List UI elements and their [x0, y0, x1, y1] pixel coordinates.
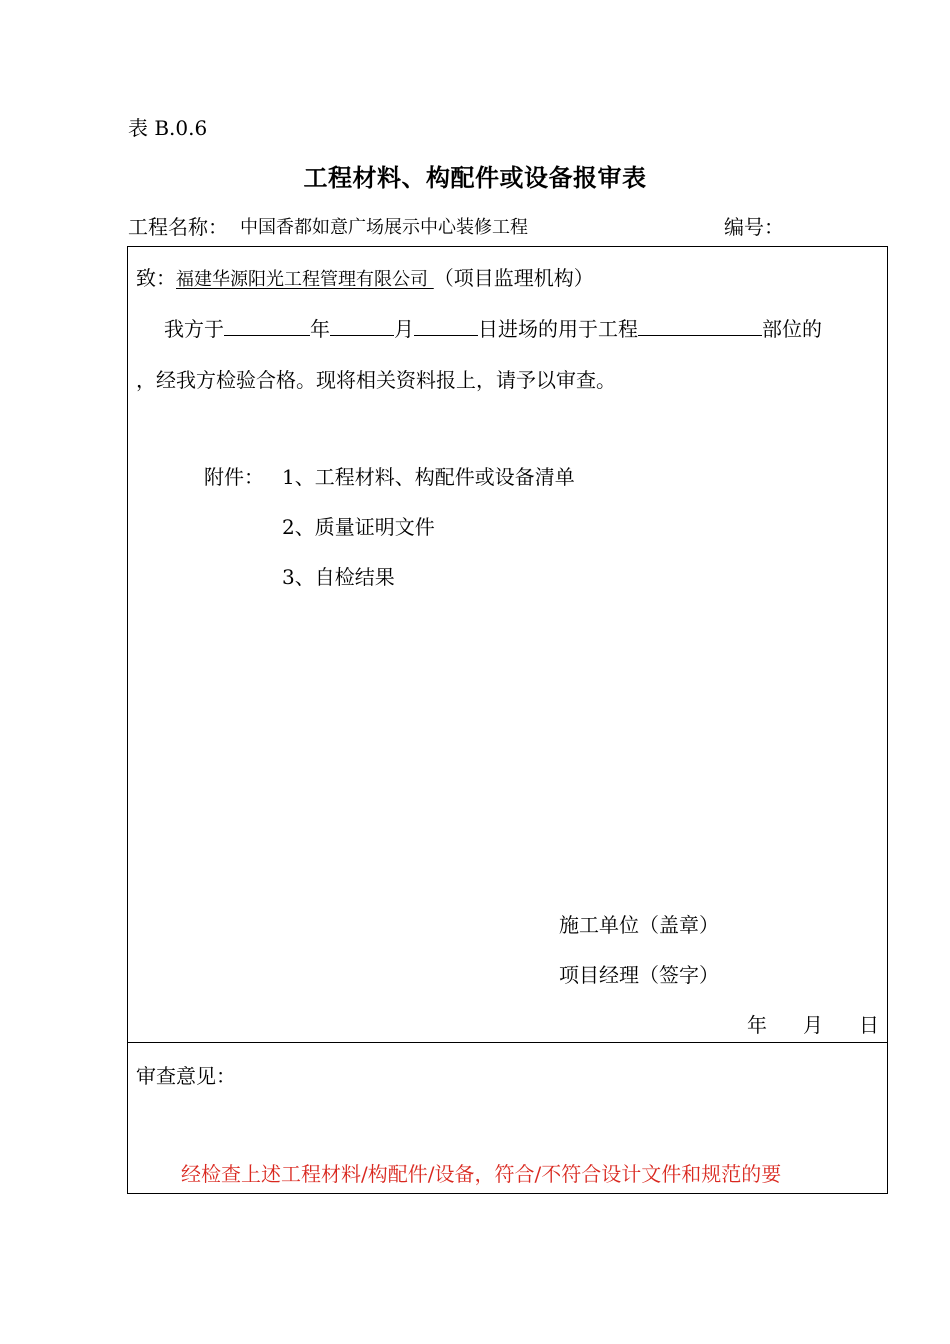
project-manager-signature-label: 项目经理（签字） [559, 963, 719, 987]
day-blank[interactable] [414, 315, 478, 336]
form-title: 工程材料、构配件或设备报审表 [303, 163, 647, 192]
month-blank[interactable] [330, 315, 394, 336]
supervision-company: 福建华源阳光工程管理有限公司 [176, 269, 428, 290]
review-opinion-text: 经检查上述工程材料/构配件/设备，符合/不符合设计文件和规范的要 [181, 1162, 782, 1186]
inspection-statement: ，经我方检验合格。现将相关资料报上，请予以审查。 [136, 368, 616, 392]
review-opinion-label: 审查意见： [136, 1064, 236, 1088]
entry-intro: 我方于 [164, 317, 224, 341]
project-name-value: 中国香都如意广场展示中心装修工程 [240, 217, 528, 238]
project-name-label: 工程名称： [128, 215, 228, 239]
attachment-item: 3、自检结果 [282, 565, 395, 589]
attachment-item: 2、质量证明文件 [282, 515, 435, 539]
year-text: 年 [310, 317, 330, 341]
year-blank[interactable] [224, 315, 310, 336]
serial-number-label: 编号： [724, 215, 784, 239]
attachment-item: 1、工程材料、构配件或设备清单 [282, 465, 575, 489]
location-suffix: 部位的 [762, 317, 822, 341]
day-text: 日进场的用于工程 [478, 317, 638, 341]
location-blank[interactable] [638, 315, 762, 336]
supervision-org-suffix: （项目监理机构） [433, 266, 594, 290]
entry-statement-line [164, 313, 822, 342]
form-number: 表 B.0.6 [128, 116, 208, 140]
date-month-label: 月 [803, 1013, 823, 1037]
addressee-line [136, 262, 594, 291]
month-text: 月 [394, 317, 414, 341]
attachments-label: 附件： [204, 465, 264, 489]
to-label: 致： [136, 266, 176, 290]
contractor-seal-label: 施工单位（盖章） [559, 913, 719, 937]
date-year-label: 年 [747, 1013, 767, 1037]
date-day-label: 日 [859, 1013, 879, 1037]
